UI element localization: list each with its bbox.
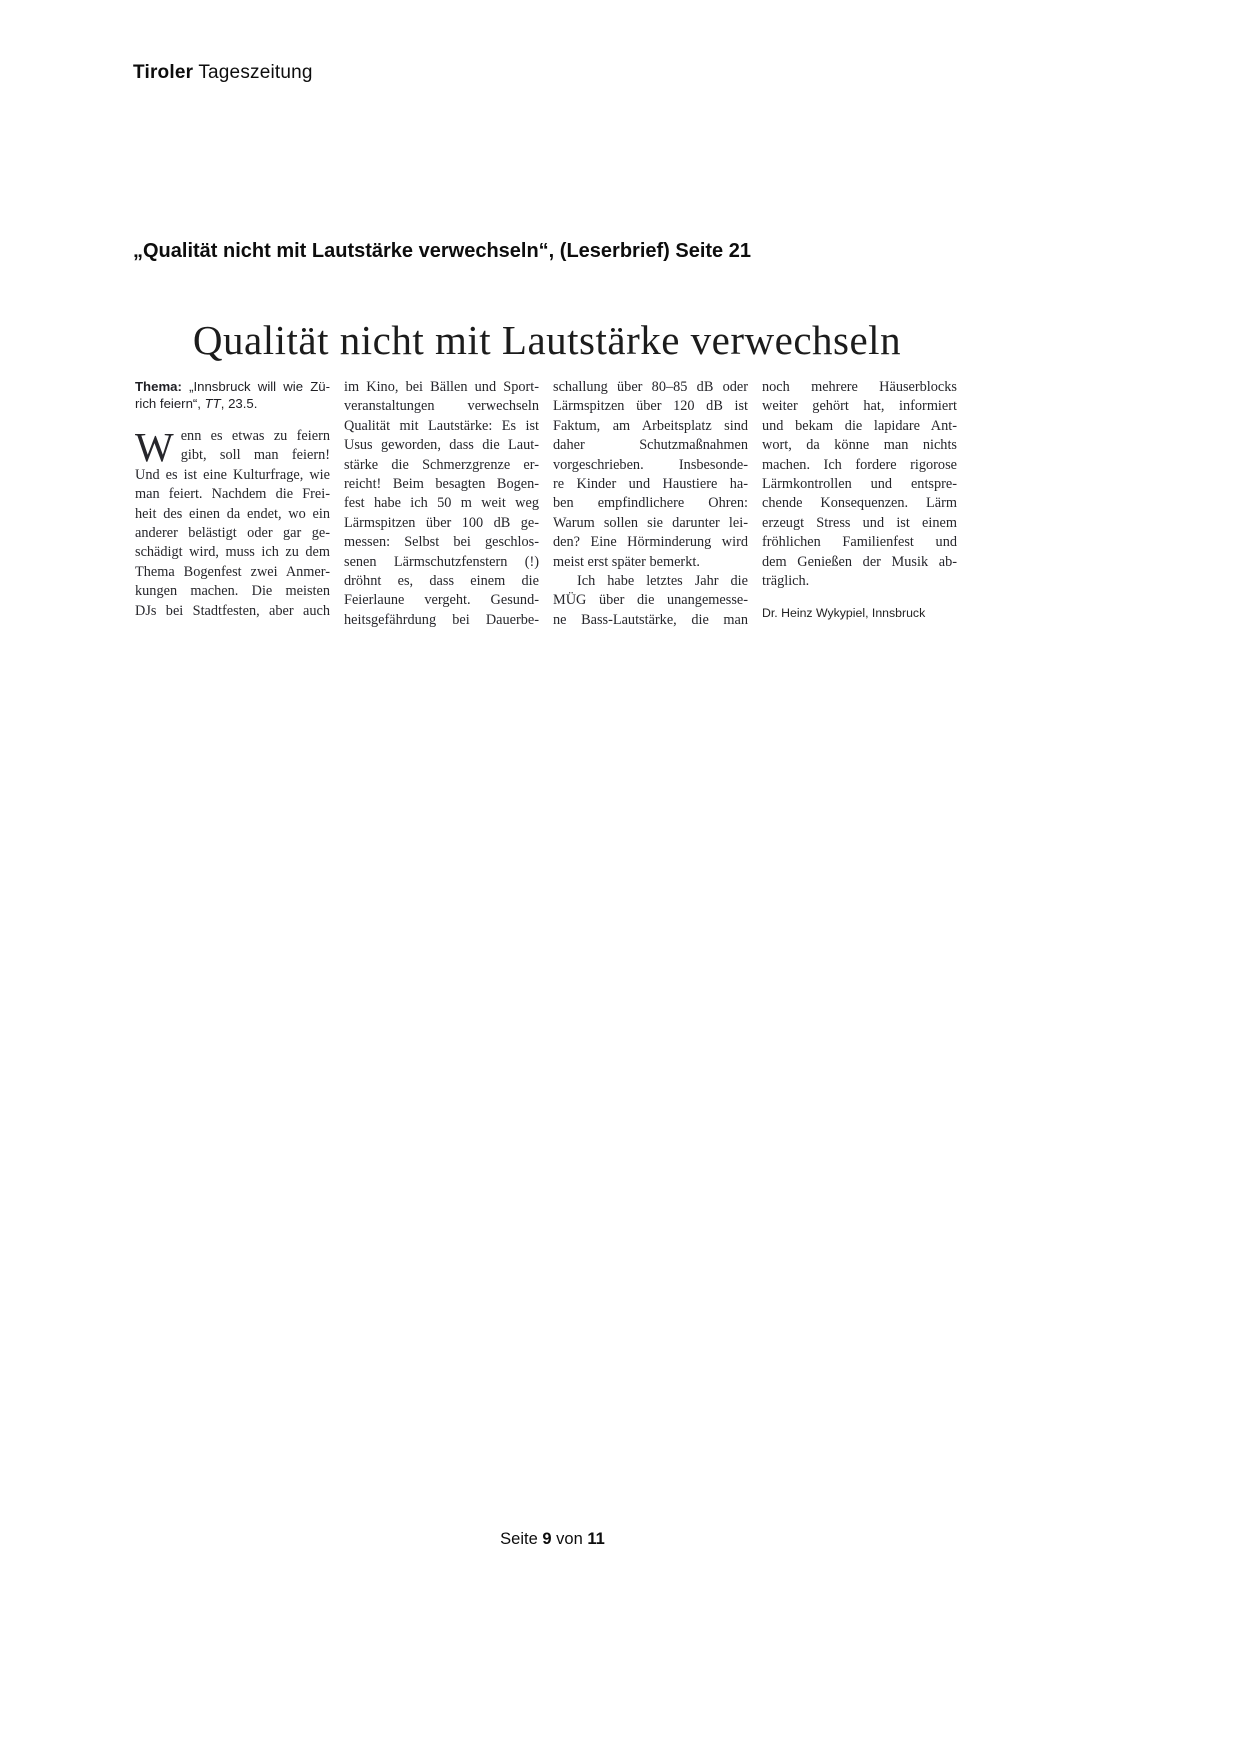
text-line: daher Schutzmaßnahmen	[553, 437, 748, 454]
article-column-3	[553, 378, 748, 630]
text-line: erzeugt Stress und ist einem	[762, 514, 957, 531]
masthead-bold-part: Tiroler	[133, 62, 194, 83]
text-line: re Kinder und Haustiere ha-	[553, 476, 748, 493]
text-line: weiter gehört hat, informiert	[762, 398, 957, 415]
text-line: fröhlichen Familienfest und	[762, 534, 957, 551]
thema-date: , 23.5.	[220, 396, 258, 411]
text-line: träglich.	[762, 573, 810, 590]
article-column-2	[344, 378, 539, 630]
text-line: meist erst später bemerkt.	[553, 553, 700, 570]
text-line: vorgeschrieben. Insbesonde-	[553, 456, 748, 473]
text-line: MÜG über die unangemesse-	[553, 592, 748, 609]
text-line: Und es ist eine Kulturfrage, wie	[135, 466, 330, 483]
text-line: messen: Selbst bei geschlos-	[344, 534, 539, 551]
text-line: schädigt wird, muss ich zu dem	[135, 544, 330, 561]
text-line: heitsgefährdung bei Dauerbe-	[344, 611, 539, 628]
text-line: Ich habe letztes Jahr die	[553, 573, 748, 590]
thema-source-abbrev: TT	[204, 396, 221, 411]
text-line: machen. Ich fordere rigorose	[762, 456, 957, 473]
drop-cap: W	[135, 424, 174, 470]
text-line: DJs bei Stadtfesten, aber auch	[135, 602, 330, 619]
column-2-text	[344, 378, 539, 630]
footer-total-pages: 11	[587, 1530, 605, 1548]
text-line: fest habe ich 50 m weit weg	[344, 495, 539, 512]
text-line: gibt, soll man feiern!	[180, 447, 330, 464]
text-line: Lärmspitzen über 100 dB ge-	[344, 514, 539, 531]
text-line: im Kino, bei Bällen und Sport-	[344, 379, 539, 395]
text-line: dröhnt es, dass einem die	[344, 573, 539, 590]
text-line: schallung über 80–85 dB oder	[553, 379, 748, 395]
text-line: kungen machen. Die meisten	[135, 583, 330, 600]
footer-prefix: Seite	[500, 1530, 538, 1548]
text-line: und bekam die lapidare Ant-	[762, 417, 957, 434]
author-signature: Dr. Heinz Wykypiel, Innsbruck	[762, 606, 926, 621]
thema-line-2	[135, 395, 330, 412]
document-heading: „Qualität nicht mit Lautstärke verwechseln“, (Leserbrief) Seite 21	[133, 240, 751, 262]
article-column-1	[135, 378, 330, 630]
footer-page-number: 9	[542, 1530, 552, 1548]
text-line: Feierlaune vergeht. Gesund-	[344, 592, 539, 609]
article-column-4	[762, 378, 957, 630]
article-headline: Qualität nicht mit Lautstärke verwechseln	[192, 317, 902, 363]
thema-label: Thema:	[135, 379, 182, 394]
footer-middle: von	[556, 1530, 583, 1548]
text-line: senen Lärmschutzfenstern (!)	[344, 553, 539, 570]
text-line: Thema Bogenfest zwei Anmer-	[135, 563, 330, 580]
text-line: ben empfindlichere Ohren:	[553, 495, 748, 512]
text-line: ne Bass-Lautstärke, die man	[553, 611, 748, 628]
text-line: chende Konsequenzen. Lärm	[762, 495, 957, 512]
thema-text-2: rich feiern“,	[135, 396, 205, 411]
text-line: Usus geworden, dass die Laut-	[344, 437, 539, 454]
text-line: heit des einen da endet, wo ein	[135, 505, 330, 522]
text-line: veranstaltungen verwechseln	[344, 398, 539, 415]
text-line: Warum sollen sie darunter lei-	[553, 514, 748, 531]
text-line: noch mehrere Häuserblocks	[762, 379, 957, 395]
text-line: Qualität mit Lautstärke: Es ist	[344, 417, 539, 434]
masthead-regular-part: Tageszeitung	[193, 62, 313, 83]
thema-text-1: „Innsbruck will wie Zü-	[181, 379, 330, 394]
thema-reference	[135, 378, 330, 412]
column-3-text	[553, 378, 748, 630]
newspaper-masthead	[133, 62, 313, 84]
text-line: man feiert. Nachdem die Frei-	[135, 486, 330, 503]
text-line: Lärmkontrollen und entspre-	[762, 476, 957, 493]
column-1-body	[135, 424, 330, 621]
text-line: anderer belästigt oder gar ge-	[135, 525, 330, 542]
text-line: stärke die Schmerzgrenze er-	[344, 456, 539, 473]
text-line: dem Genießen der Musik ab-	[762, 553, 957, 570]
text-line: enn es etwas zu feiern	[180, 428, 330, 444]
thema-line-1	[135, 378, 330, 395]
text-line: den? Eine Hörminderung wird	[553, 534, 748, 551]
text-line: Lärmspitzen über 120 dB ist	[553, 398, 748, 415]
text-line: wort, da könne man nichts	[762, 437, 957, 454]
text-line: reicht! Beim besagten Bogen-	[344, 476, 539, 493]
page-footer	[0, 1530, 1105, 1549]
newspaper-clipping	[135, 316, 959, 630]
article-columns	[135, 378, 959, 630]
column-4-text	[762, 378, 957, 591]
text-line: Faktum, am Arbeitsplatz sind	[553, 417, 748, 434]
